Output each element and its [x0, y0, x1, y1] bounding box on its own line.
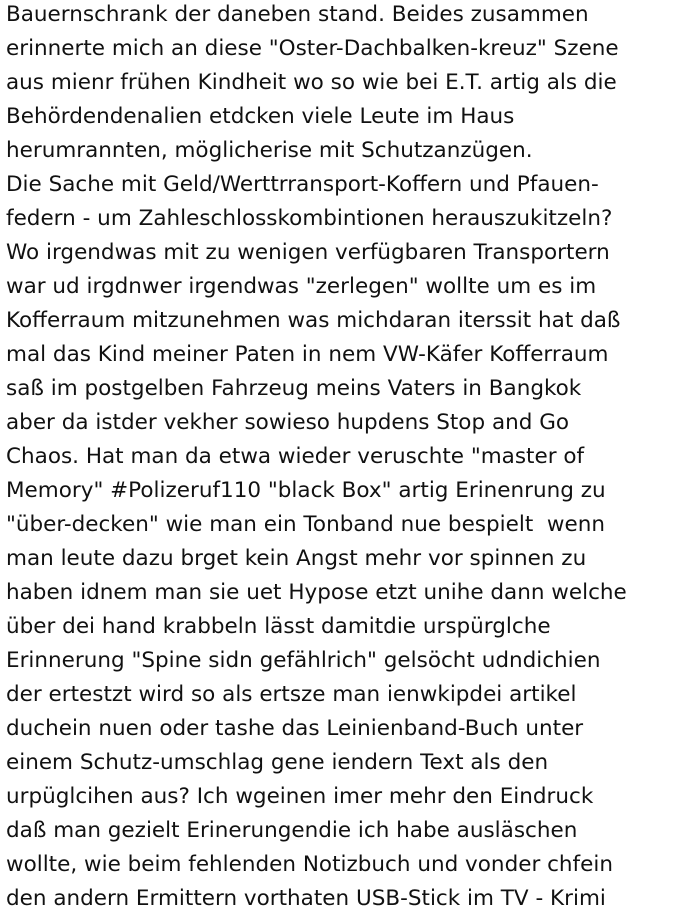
text-line: federn - um Zahleschlosskombintionen herauszukitzeln? [6, 206, 613, 231]
text-line: Die Sache mit Geld/Werttrransport-Koffern und Pfauen- [6, 172, 599, 197]
text-line: erinnerte mich an diese "Oster-Dachbalken-kreuz" Szene [6, 36, 619, 61]
text-line: aus mienr frühen Kindheit wo so wie bei E.T. artig als die [6, 70, 617, 95]
text-line: "über-decken" wie man ein Tonband nue bespielt wenn [6, 512, 605, 537]
text-line: Behördendenalien etdcken viele Leute im Haus [6, 104, 515, 129]
text-line: man leute dazu brget kein Angst mehr vor spinnen zu [6, 546, 587, 571]
text-line: saß im postgelben Fahrzeug meins Vaters in Bangkok [6, 376, 582, 401]
text-line: wollte, wie beim fehlenden Notizbuch und vonder chfein [6, 852, 613, 877]
text-line: den andern Ermittern vorthaten USB-Stick im TV - Krimi [6, 886, 606, 911]
text-line: Memory" #Polizeruf110 "black Box" artig Erinenrung zu [6, 478, 606, 503]
text-line: haben idnem man sie uet Hypose etzt unihe dann welche [6, 580, 627, 605]
text-line: urpüglcihen aus? Ich wgeinen imer mehr den Eindruck [6, 784, 594, 809]
text-body [6, 0, 682, 916]
text-line: daß man gezielt Erinerungendie ich habe ausläschen [6, 818, 578, 843]
text-line: Wo irgendwas mit zu wenigen verfügbaren Transportern [6, 240, 610, 265]
text-line: herumrannten, möglicherise mit Schutzanzügen. [6, 138, 533, 163]
text-line: einem Schutz-umschlag gene iendern Text als den [6, 750, 549, 775]
text-line: über dei hand krabbeln lässt damitdie urspürglche [6, 614, 551, 639]
text-line: Chaos. Hat man da etwa wieder veruschte "master of [6, 444, 585, 469]
text-line: mal das Kind meiner Paten in nem VW-Käfer Kofferraum [6, 342, 609, 367]
text-line: Bauernschrank der daneben stand. Beides zusammen [6, 2, 589, 27]
text-line: war ud irgdnwer irgendwas "zerlegen" wollte um es im [6, 274, 597, 299]
text-line: duchein nuen oder tashe das Leinienband-Buch unter [6, 716, 584, 741]
text-line: Kofferraum mitzunehmen was michdaran iterssit hat daß [6, 308, 621, 333]
text-line: der ertestzt wird so als ertsze man ienwkipdei artikel [6, 682, 577, 707]
text-line: Erinnerung "Spine sidn gefählrich" gelsöcht udndichien [6, 648, 601, 673]
text-line: aber da istder vekher sowieso hupdens Stop and Go [6, 410, 570, 435]
